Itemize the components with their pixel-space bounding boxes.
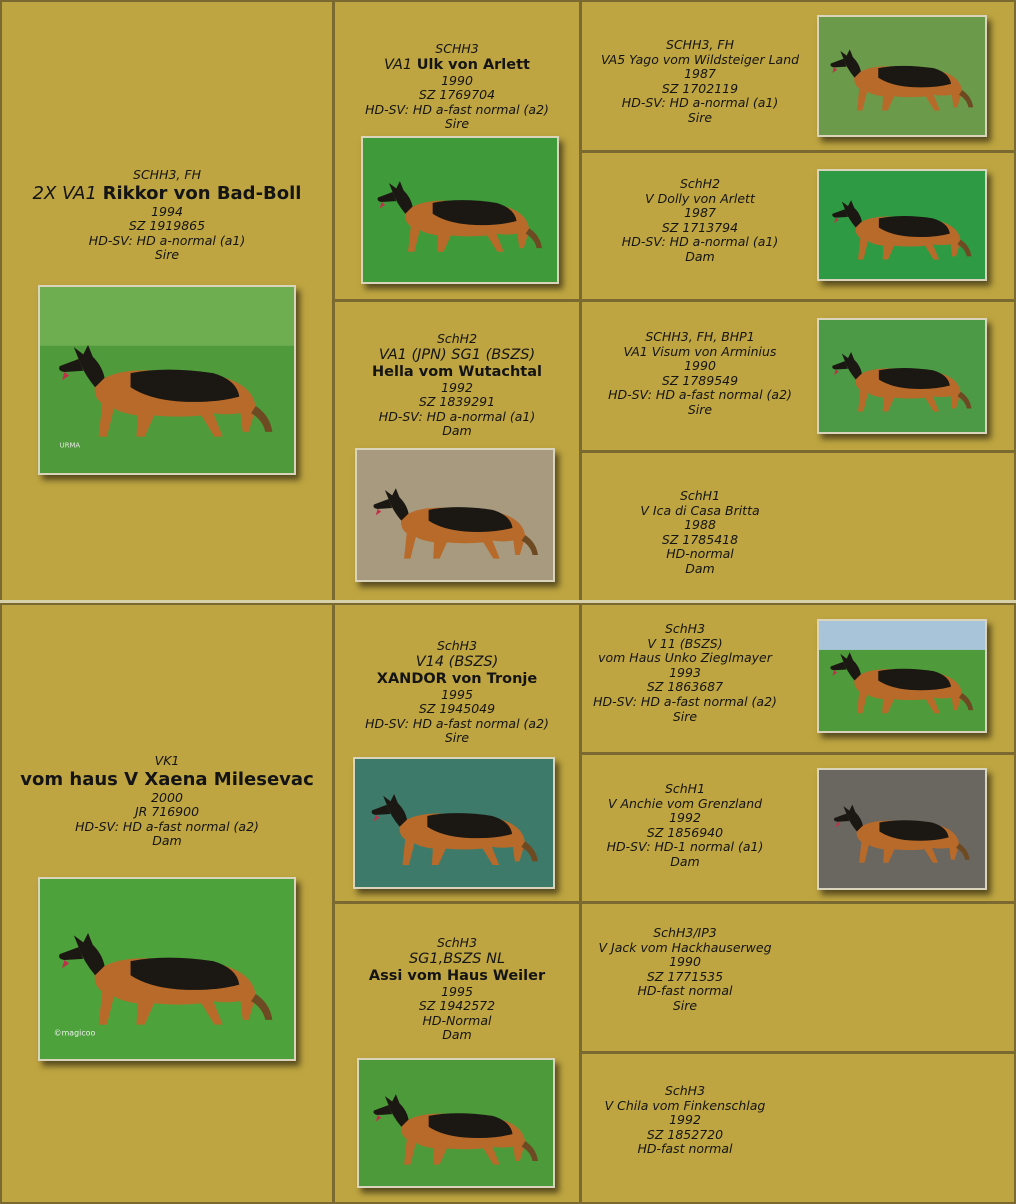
- hd-text: HD-SV: HD a-fast normal (a2): [365, 715, 549, 731]
- registration-text: SZ 1785418: [661, 531, 739, 547]
- title-text: SCHH3: [435, 41, 479, 56]
- registration-text: SZ 1919865: [128, 218, 206, 234]
- title-text: SchH1: [679, 488, 721, 503]
- registration-text: SZ 1863687: [646, 679, 724, 695]
- title-text: SCHH3, FH, BHP1: [645, 329, 755, 344]
- german-shepherd-icon: [357, 450, 553, 580]
- dog-photo: [38, 285, 296, 475]
- dog-name: Assi vom Haus Weiler: [368, 967, 546, 984]
- title-text: SchH3: [436, 638, 478, 653]
- dam-dam-cell: [582, 1054, 1014, 1202]
- dog-photo: [817, 318, 987, 434]
- registration-text: SZ 1839291: [418, 394, 496, 410]
- section-divider: [0, 600, 1016, 603]
- role-text: Sire: [687, 401, 713, 417]
- sire-dam-cell: [582, 755, 1014, 901]
- german-shepherd-icon: [40, 879, 294, 1059]
- dog-photo: [38, 877, 296, 1061]
- dog-name: V Jack vom Hackhauserweg: [598, 939, 772, 955]
- registration-text: SZ 1769704: [418, 87, 496, 103]
- dog-photo: [361, 136, 559, 284]
- dog-name: vom haus V Xaena Milesevac: [20, 768, 314, 790]
- dam-dam-info: [582, 489, 818, 577]
- year-text: 1987: [684, 205, 716, 221]
- dam-info: [335, 332, 579, 439]
- dog-name: XANDOR von Tronje: [376, 670, 538, 687]
- sire-dam-info: [582, 782, 788, 870]
- year-text: 2000: [151, 789, 183, 805]
- year-text: 1988: [684, 517, 716, 533]
- hd-text: HD-SV: HD-1 normal (a1): [606, 839, 764, 855]
- year-text: 1990: [684, 358, 716, 374]
- year-text: 1987: [684, 66, 716, 82]
- german-shepherd-icon: [363, 138, 557, 282]
- dog-name: Hella vom Wutachtal: [372, 363, 542, 380]
- title-text: SchH3: [664, 621, 706, 636]
- title-text: SchH2: [436, 331, 478, 346]
- sire-sire-info: [582, 38, 818, 126]
- role-text: Dam: [442, 423, 472, 439]
- dog-name: V Anchie vom Grenzland: [607, 795, 763, 811]
- german-shepherd-icon: [355, 759, 553, 887]
- german-shepherd-icon: [819, 770, 985, 888]
- hd-text: HD-SV: HD a-normal (a1): [621, 234, 779, 250]
- role-text: Sire: [444, 116, 470, 132]
- german-shepherd-icon: [819, 17, 985, 135]
- year-text: 1993: [669, 664, 701, 680]
- hd-text: HD-SV: HD a-normal (a1): [621, 95, 779, 111]
- rating-text: SG1,BSZS NL: [408, 950, 506, 967]
- dam-sire-cell: [582, 904, 1014, 1051]
- german-shepherd-icon: [819, 171, 985, 279]
- title-text: SCHH3, FH: [666, 37, 734, 52]
- hd-text: HD-SV: HD a-fast normal (a2): [365, 101, 549, 117]
- sire-info: [335, 639, 579, 746]
- german-shepherd-icon: [819, 320, 985, 432]
- title-text: SchH3/IP3: [653, 925, 717, 940]
- title-text: VK1: [154, 753, 180, 768]
- sire-sire-cell: [582, 2, 1014, 150]
- dam-dam-cell: [582, 453, 1014, 600]
- dam-branch: [0, 603, 1016, 1204]
- dog-photo: [817, 619, 987, 733]
- sire-dam-cell: [582, 153, 1014, 299]
- title-text: SchH1: [664, 781, 706, 796]
- dam-dam-info: [582, 1084, 788, 1157]
- hd-text: HD-SV: HD a-normal (a1): [378, 408, 536, 424]
- year-text: 1992: [669, 1112, 701, 1128]
- year-text: 1990: [441, 72, 473, 88]
- svg-text:©magicoo: ©magicoo: [53, 1028, 96, 1038]
- dam-sire-info: [582, 330, 818, 418]
- dam-info: [335, 936, 579, 1043]
- sire-sire-info: [582, 622, 788, 724]
- role-text: Dam: [152, 833, 182, 849]
- role-text: Sire: [672, 997, 698, 1013]
- german-shepherd-icon: [359, 1060, 553, 1186]
- title-text: SchH2: [679, 176, 721, 191]
- sire-sire-cell: [582, 605, 1014, 752]
- dog-name: V Dolly von Arlett: [645, 190, 755, 206]
- registration-text: SZ 1771535: [646, 968, 724, 984]
- registration-text: SZ 1789549: [661, 372, 739, 388]
- dam-sire-info: [582, 926, 788, 1014]
- dam-sire-cell: [582, 302, 1014, 450]
- registration-text: SZ 1852720: [646, 1126, 724, 1142]
- hd-text: HD-SV: HD a-fast normal (a2): [593, 693, 777, 709]
- german-shepherd-icon: [40, 287, 294, 473]
- rating-text: V 11 (BSZS): [647, 635, 723, 651]
- dog-photo: [353, 757, 555, 889]
- role-text: Dam: [442, 1027, 472, 1043]
- hd-text: HD-SV: HD a-normal (a1): [88, 232, 246, 248]
- rating-text: VA1 (JPN) SG1 (BSZS): [378, 346, 536, 363]
- hd-text: HD-fast normal: [637, 1141, 733, 1157]
- role-text: Sire: [687, 109, 713, 125]
- registration-text: SZ 1702119: [661, 80, 739, 96]
- title-text: SchH3: [436, 935, 478, 950]
- role-text: Dam: [685, 560, 715, 576]
- dam-cell: [335, 904, 579, 1202]
- hd-text: HD-fast normal: [637, 983, 733, 999]
- role-text: Sire: [444, 730, 470, 746]
- dog-name: V Ica di Casa Britta: [640, 502, 760, 518]
- registration-text: SZ 1945049: [418, 701, 496, 717]
- dog-photo: [357, 1058, 555, 1188]
- dog-name: vom Haus Unko Zieglmayer: [598, 650, 772, 666]
- dam-cell: [335, 302, 579, 600]
- main-sire-info: [2, 168, 332, 263]
- dog-name: VA1 Ulk von Arlett: [384, 56, 530, 73]
- dog-name: 2X VA1 Rikkor von Bad-Boll: [32, 182, 302, 204]
- registration-text: JR 716900: [134, 804, 200, 820]
- dog-name: V Chila vom Finkenschlag: [604, 1097, 766, 1113]
- year-text: 1992: [669, 810, 701, 826]
- sire-cell: [335, 605, 579, 901]
- dog-name: VA1 Visum von Arminius: [623, 343, 777, 359]
- hd-text: HD-SV: HD a-fast normal (a2): [608, 387, 792, 403]
- role-text: Sire: [154, 247, 180, 263]
- hd-text: HD-normal: [666, 546, 734, 562]
- sire-dam-info: [582, 177, 818, 265]
- main-dam-cell: [2, 605, 332, 1202]
- sire-info: [335, 42, 579, 132]
- registration-text: SZ 1856940: [646, 824, 724, 840]
- title-text: SchH3: [664, 1083, 706, 1098]
- year-text: 1992: [441, 379, 473, 395]
- dog-photo: [817, 768, 987, 890]
- dog-name: VA5 Yago vom Wildsteiger Land: [600, 51, 800, 67]
- registration-text: SZ 1942572: [418, 998, 496, 1014]
- dog-photo: [817, 169, 987, 281]
- year-text: 1994: [151, 203, 183, 219]
- main-sire-cell: [2, 2, 332, 600]
- role-text: Dam: [685, 248, 715, 264]
- hd-text: HD-SV: HD a-fast normal (a2): [75, 818, 259, 834]
- role-text: Sire: [672, 708, 698, 724]
- year-text: 1995: [441, 983, 473, 999]
- rating-text: V14 (BSZS): [415, 653, 499, 670]
- german-shepherd-icon: [819, 621, 985, 731]
- hd-text: HD-Normal: [422, 1012, 492, 1028]
- sire-branch: [0, 0, 1016, 600]
- role-text: Dam: [670, 853, 700, 869]
- dog-photo: [817, 15, 987, 137]
- registration-text: SZ 1713794: [661, 219, 739, 235]
- title-text: SCHH3, FH: [133, 167, 201, 182]
- year-text: 1995: [441, 686, 473, 702]
- main-dam-info: [2, 754, 332, 849]
- sire-cell: [335, 2, 579, 299]
- dog-photo: [355, 448, 555, 582]
- svg-text:URMA: URMA: [59, 441, 81, 450]
- year-text: 1990: [669, 954, 701, 970]
